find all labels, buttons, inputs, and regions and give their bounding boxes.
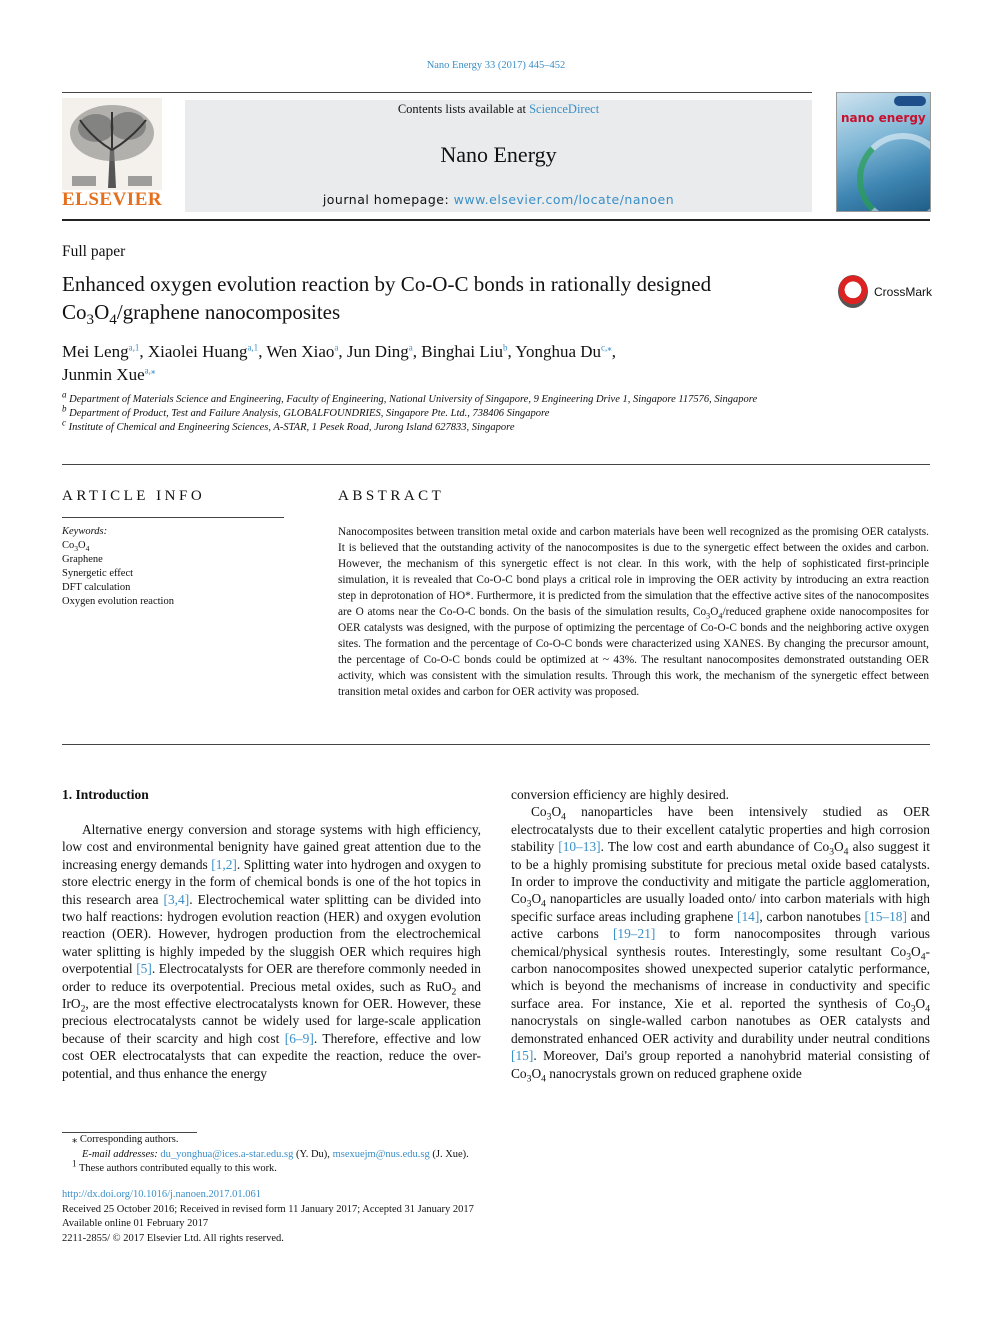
text-run: nanoparticles have been intensively studied as OER electrocatalysts due to their excellent catalytic properties and high corrosion stability xyxy=(511,804,930,855)
abstract-sub: 4 xyxy=(718,611,723,621)
abstract-heading: ABSTRACT xyxy=(338,488,445,504)
text-run: O xyxy=(834,839,844,855)
text-sub: 3 xyxy=(526,1073,532,1085)
contents-prefix: Contents lists available at xyxy=(397,102,530,116)
title-part: O xyxy=(94,300,110,324)
abstract-part: O xyxy=(710,606,719,618)
affiliation-text: Institute of Chemical and Engineering Sciences, A-STAR, 1 Pesek Road, Jurong Island 627833, Singapore xyxy=(68,422,515,433)
affiliation-key: a xyxy=(62,389,67,400)
text-sub: 3 xyxy=(910,1003,916,1015)
article-title xyxy=(62,270,832,329)
email-label: E-mail addresses: xyxy=(82,1148,161,1160)
publisher-logo-text: ELSEVIER xyxy=(62,189,163,210)
text-run: to form nanocomposites through various chemical/physical synthesis routes. Interestingly, some resultant Co xyxy=(511,926,930,959)
abstract-text xyxy=(338,524,929,700)
available-online: Available online 01 February 2017 xyxy=(62,1218,209,1229)
text-sub: 2 xyxy=(80,1003,86,1015)
text-run: O xyxy=(531,891,542,907)
affiliation-key: b xyxy=(62,403,67,414)
text-run: and active carbons xyxy=(511,908,930,942)
reference-link[interactable]: [15–18] xyxy=(864,908,907,924)
tree-logo-icon xyxy=(62,98,162,190)
abstract-sub: 3 xyxy=(706,611,711,621)
text-run: , carbon nanotubes xyxy=(759,908,865,924)
journal-citation-link[interactable]: Nano Energy 33 (2017) 445–452 xyxy=(426,60,566,71)
intro-paragraph-2 xyxy=(511,803,930,1085)
text-run: O xyxy=(911,943,921,959)
reference-link[interactable]: [1,2] xyxy=(211,856,237,872)
text-run: . Electrochemical water splitting can be divided into two half reactions: hydrogen evolution reaction (HER) and oxygen evolution reaction (OER). However, hydrogen production from the electrochemical water splitting is highly impeded by the sluggish OER which requires high overpotential xyxy=(62,891,482,977)
text-sub: 4 xyxy=(925,1003,930,1015)
affiliation-rule xyxy=(62,464,930,465)
section-heading-introduction: 1. Introduction xyxy=(62,787,149,802)
abstract-part: /reduced graphene oxide nanocomposites for OER catalysts was designed, with the purpose of optimizing the percentage of Co-O-C bonds and the neighboring active oxygen sites. The formation and the percentage of Co-O-C bonds were characterized using XANES. By changing the precursor amount, the percentage of Co-O-C bonds could be optimized at ~ 43%. The resultant nanocomposites demonstrated outstanding OER activity, which was consistent with the simulation results. Through this work, the mechanism of the synergetic effect between transition metal oxides and carbon for OER activity was proposed. xyxy=(338,606,929,698)
footnote-equal: $^1$ These authors contributed equally to this work. xyxy=(72,1158,277,1174)
keyword-sub: 4 xyxy=(85,544,90,554)
reference-link[interactable]: [19–21] xyxy=(612,926,656,942)
keyword-part: O xyxy=(78,540,86,551)
title-line1: Enhanced oxygen evolution reaction by Co-O-C bonds in rationally designed xyxy=(62,272,712,296)
elsevier-logo xyxy=(62,98,162,213)
article-info-heading: ARTICLE INFO xyxy=(62,488,206,504)
author-name: Wen Xiao xyxy=(266,342,335,361)
author-name: Xiaolei Huang xyxy=(147,342,248,361)
text-sub: 4 xyxy=(561,812,566,824)
crossmark-button[interactable] xyxy=(838,275,933,309)
author-affil-link[interactable]: a xyxy=(408,342,413,353)
intro-paragraph-1 xyxy=(62,821,481,1082)
article-type: Full paper xyxy=(62,243,126,260)
crossmark-icon xyxy=(838,275,868,308)
keyword-sub: 3 xyxy=(74,544,79,554)
affiliation-key: c xyxy=(62,417,66,428)
keywords-list xyxy=(62,525,284,609)
title-part: Co xyxy=(62,300,87,324)
publication-info xyxy=(62,1188,762,1246)
text-run: and IrO xyxy=(62,978,481,1012)
affiliations xyxy=(62,389,822,435)
author-affil-link[interactable]: a,1 xyxy=(247,342,259,353)
email-owner: (J. Xue). xyxy=(429,1148,469,1160)
abstract-part: Nanocomposites between transition metal oxide and carbon materials have been well recognized as the promising OER catalysts. It is believed that the outstanding activity of the nanocomposites is due to the synergetic effect between the oxides and carbon. However, the mechanism of this synergetic effect is not clear. In this work, with the help of sophisticated first-principle simulation, it is revealed that Co-O-C bond plays a critical role in improving the OER activity by introducing an extra reaction step in deprotonation of HO*. Furthermore, it is predicted from the simulation that the effective active sites of the nanocomposites are O atoms near the Co-O-C bonds. On the basis of the simulation results, Co xyxy=(338,526,929,618)
text-run: O xyxy=(551,804,562,820)
header-rule xyxy=(62,219,930,221)
reference-link[interactable]: [14] xyxy=(737,908,760,924)
text-run: also suggest it to be a highly promising substitute for precious metal oxide based catalysts. In order to improve the conductivity and mitigate the particle agglomeration, Co xyxy=(511,839,930,907)
author-name: Jun Ding xyxy=(346,342,409,361)
keywords-label: Keywords: xyxy=(62,526,108,537)
affiliation-a xyxy=(62,389,822,407)
text-sub: 3 xyxy=(546,812,552,824)
keyword-item: Graphene xyxy=(62,554,103,565)
text-sub: 4 xyxy=(920,951,926,963)
footnote-text: Corresponding authors. xyxy=(79,1134,179,1145)
journal-cover-image xyxy=(836,92,931,212)
email-owner: (Y. Du), xyxy=(293,1148,333,1160)
contents-line xyxy=(185,102,812,117)
text-run: Alternative energy conversion and storage systems with high efficiency, low cost and environmental benignity have gained great attention due to the increasing energy demands xyxy=(62,822,481,872)
homepage-line xyxy=(185,192,812,207)
email-link-xue[interactable]: msexuejm@nus.edu.sg xyxy=(332,1148,430,1160)
text-run: . Therefore, effective and low cost OER electrocatalysts that can expedite the reaction, reduce the over-potential, and thus enhance the energy xyxy=(62,1030,481,1081)
email-link-du[interactable]: du_yonghua@ices.a-star.edu.sg xyxy=(160,1148,294,1160)
author-affil-link[interactable]: a xyxy=(334,342,339,353)
text-run: nanocrystals grown on reduced graphene oxide xyxy=(545,1065,802,1081)
cover-badge xyxy=(894,96,926,106)
author-name: Yonghua Du xyxy=(515,342,602,361)
keyword-item: Oxygen evolution reaction xyxy=(62,596,174,607)
cover-artwork xyxy=(857,133,931,212)
text-run: . Electrocatalysts for OER are therefore commonly needed in order to reduce its overpotential. Precious metal oxides, such as RuO xyxy=(62,961,481,994)
journal-name: Nano Energy xyxy=(440,142,557,167)
author-name: Mei Leng xyxy=(62,342,129,361)
author-affil-link[interactable]: a,⁎ xyxy=(144,365,156,376)
keyword-item: DFT calculation xyxy=(62,582,131,593)
author-affil-link[interactable]: c,⁎ xyxy=(601,342,612,353)
text-run: -carbon nanocomposites showed unexpected superior catalytic performance, which is beyond the mechanisms of increase in conductivity and specific surface area. For instance, Xie et al. reported the synthesis of Co xyxy=(511,943,930,1011)
author-list: Mei Leng$^{a,1}$, Xiaolei Huang$^{a,1}$, Wen Xiao$^a$, Jun Ding$^a$, Binghai Liu$^b$, Yonghua $Du^{c,⁎}$, Junmin Xue$^{a,⁎}$ xyxy=(62,342,617,384)
header-top-rule xyxy=(62,92,812,93)
article-info-rule xyxy=(62,517,284,518)
footnote-text: These authors contributed equally to this work. xyxy=(78,1163,277,1174)
text-run: . The low cost and earth abundance of Co xyxy=(600,839,830,855)
issn-copyright: 2211-2855/ © 2017 Elsevier Ltd. All rights reserved. xyxy=(62,1232,284,1244)
footnotes xyxy=(62,1133,762,1177)
text-run: . Splitting water into hydrogen and oxygen to store electric energy in the form of chemical bonds is one of the hot topics in this research area xyxy=(62,856,481,907)
text-sub: 3 xyxy=(906,951,912,963)
homepage-link[interactable]: www.elsevier.com/locate/nanoen xyxy=(453,192,675,207)
cover-title: nano energy xyxy=(841,111,926,125)
reference-link[interactable]: [15] xyxy=(511,1048,534,1064)
body-column-right xyxy=(511,786,930,1085)
title-sub: 4 xyxy=(109,312,117,329)
author-affil-link[interactable]: b xyxy=(503,342,508,353)
keyword-part: Co xyxy=(62,540,75,551)
affiliation-text: Department of Product, Test and Failure Analysis, GLOBALFOUNDRIES, Singapore Pte. Ltd., 738406 Singapore xyxy=(69,408,550,419)
journal-banner xyxy=(185,100,812,212)
keyword-item xyxy=(62,539,284,553)
title-part: /graphene nanocomposites xyxy=(116,300,341,324)
text-sub: 3 xyxy=(526,899,532,911)
text-sub: 4 xyxy=(541,899,546,911)
reference-link[interactable]: [5] xyxy=(136,961,152,977)
text-run: , are the most effective electrocatalysts known for OER. However, these precious electrocatalysts cannot be widely used for large-scale application because of their scarcity and high cost xyxy=(62,996,481,1046)
received-dates: Received 25 October 2016; Received in revised form 11 January 2017; Accepted 31 January 2017 xyxy=(62,1203,474,1215)
text-run: nanoparticles are usually loaded onto/ into carbon materials with high specific surface areas including graphene xyxy=(511,891,930,924)
text-sub: 4 xyxy=(843,846,849,858)
affiliation-text: Department of Materials Science and Engineering, Faculty of Engineering, National University of Singapore, 9 Engineering Drive 1, Singapore 117576, Singapore xyxy=(69,394,758,405)
title-sub: 3 xyxy=(86,312,95,329)
reference-link[interactable]: [3,4] xyxy=(163,891,190,907)
reference-link[interactable]: [10–13] xyxy=(558,839,601,855)
affiliation-c xyxy=(62,417,822,435)
affiliation-b xyxy=(62,403,822,421)
text-run: nanocrystals on single-walled carbon nanotubes as OER catalysts and demonstrated enhanced OER activity and durability under neutral conditions xyxy=(511,1013,930,1046)
text-run: Co xyxy=(531,804,547,820)
doi-link[interactable]: http://dx.doi.org/10.1016/j.nanoen.2017.01.061 xyxy=(62,1189,262,1200)
text-sub: 3 xyxy=(829,846,834,858)
keyword-item: Synergetic effect xyxy=(62,568,134,579)
author-name: Binghai Liu xyxy=(421,342,503,361)
reference-link[interactable]: [6–9] xyxy=(284,1030,314,1046)
text-sub: 4 xyxy=(541,1073,546,1085)
sciencedirect-link[interactable]: ScienceDirect xyxy=(529,102,600,116)
footnote-corresponding: ⁎ Corresponding authors. xyxy=(72,1134,179,1145)
homepage-prefix: journal homepage: xyxy=(322,192,454,207)
crossmark-label: CrossMark xyxy=(874,285,933,299)
text-sub: 2 xyxy=(451,986,457,998)
text-run: . Moreover, Dai's group reported a nanohybrid material consisting of Co xyxy=(511,1048,930,1081)
author-name: Junmin Xue xyxy=(62,365,145,384)
intro-paragraph-1-cont: conversion efficiency are highly desired. xyxy=(511,787,730,802)
text-run: O xyxy=(915,995,926,1011)
abstract-rule xyxy=(62,744,930,745)
author-affil-link[interactable]: a,1 xyxy=(128,342,140,353)
footnote-emails xyxy=(62,1148,762,1163)
body-column-left xyxy=(62,821,481,1082)
text-run: O xyxy=(531,1065,542,1081)
